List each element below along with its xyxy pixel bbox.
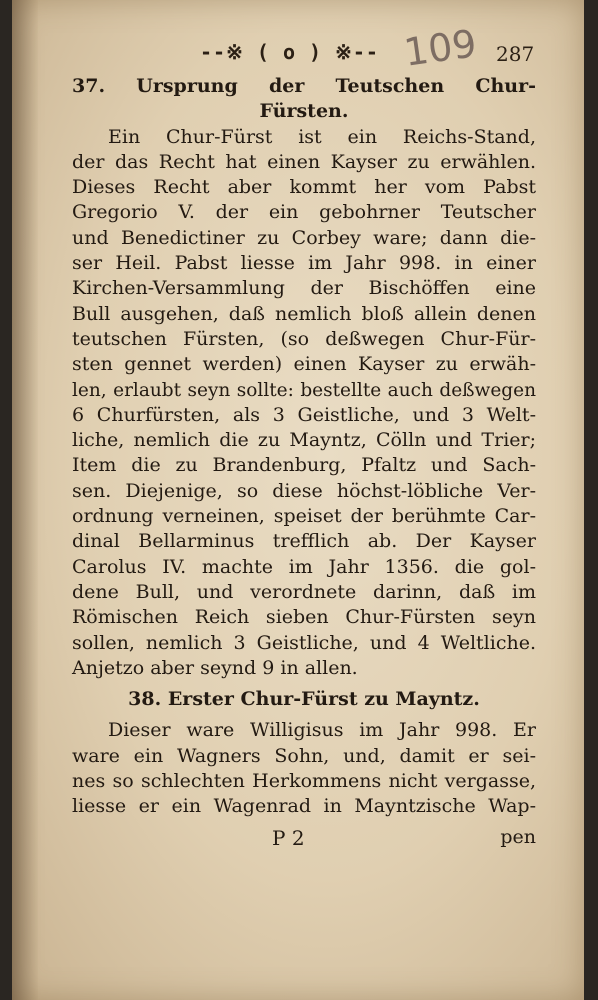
signature-mark: P 2 bbox=[272, 826, 305, 850]
header-ornament: --※ ( o ) ※-- bbox=[200, 40, 379, 64]
page-number: 287 bbox=[496, 42, 535, 66]
page-footer bbox=[72, 826, 536, 854]
text-line: Item die zu Brandenburg, Pfaltz und Sach- bbox=[72, 454, 536, 477]
section-heading-line: 38. Erster Chur-Fürst zu Mayntz. bbox=[128, 688, 480, 711]
running-header bbox=[0, 21, 598, 75]
text-line: ser Heil. Pabst liesse im Jahr 998. in einer bbox=[72, 252, 536, 275]
text-line: dinal Bellarminus trefflich ab. Der Kayser bbox=[72, 530, 536, 553]
text-line: liche, nemlich die zu Mayntz, Cölln und Trier; bbox=[72, 429, 536, 452]
text-line: sollen, nemlich 3 Geistliche, und 4 Weltliche. bbox=[72, 631, 536, 654]
text-line: und Benedictiner zu Corbey ware; dann die- bbox=[72, 226, 536, 249]
text-line: nes so schlechten Herkommens nicht vergasse, bbox=[72, 770, 536, 793]
text-line: sten gennet werden) einen Kayser zu erwäh- bbox=[72, 353, 536, 376]
text-line: Ein Chur-Fürst ist ein Reichs-Stand, bbox=[108, 125, 536, 148]
text-line: Kirchen-Versammlung der Bischöffen eine bbox=[72, 277, 536, 300]
text-line: ware ein Wagners Sohn, und, damit er sei- bbox=[72, 744, 536, 767]
text-line: teutschen Fürsten, (so deßwegen Chur-Für- bbox=[72, 327, 536, 350]
pencil-page-number: 109 bbox=[401, 21, 480, 75]
text-line: liesse er ein Wagenrad in Mayntzische Wap- bbox=[72, 795, 536, 818]
text-line: Carolus IV. machte im Jahr 1356. die gol- bbox=[72, 555, 536, 578]
page-gutter-shadow bbox=[12, 0, 38, 1000]
text-line: Dieses Recht aber kommt her vom Pabst bbox=[72, 176, 536, 199]
text-line: Gregorio V. der ein gebohrner Teutscher bbox=[72, 201, 536, 224]
section-heading-line: Fürsten. bbox=[259, 100, 349, 123]
text-line: len, erlaubt seyn sollte: bestellte auch deßwegen bbox=[72, 379, 536, 401]
text-line: sen. Diejenige, so diese höchst-löbliche Ver- bbox=[72, 479, 536, 502]
text-line: dene Bull, und verordnete darinn, daß im bbox=[72, 580, 536, 603]
catchword: pen bbox=[500, 826, 536, 848]
text-line: Bull ausgehen, daß nemlich bloß allein denen bbox=[72, 302, 536, 325]
text-line: Dieser ware Willigisus im Jahr 998. Er bbox=[108, 719, 536, 742]
body-text bbox=[72, 74, 536, 820]
text-line: ordnung verneinen, speiset der berühmte Car- bbox=[72, 505, 536, 528]
text-line: Anjetzo aber seynd 9 in allen. bbox=[72, 656, 358, 679]
text-line: Römischen Reich sieben Chur-Fürsten seyn bbox=[72, 606, 536, 629]
text-line: der das Recht hat einen Kayser zu erwählen. bbox=[72, 150, 536, 173]
text-line: 6 Churfürsten, als 3 Geistliche, und 3 Welt- bbox=[72, 403, 536, 426]
section-heading-line: 37. Ursprung der Teutschen Chur- bbox=[72, 75, 536, 97]
